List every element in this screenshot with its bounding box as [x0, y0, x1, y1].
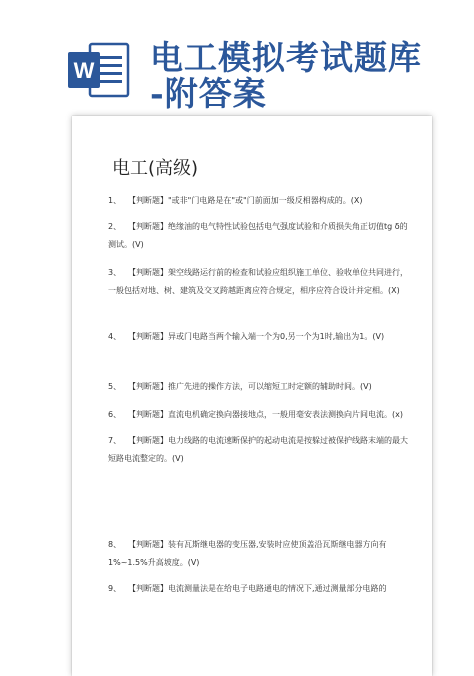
- question-number: 8、: [108, 540, 122, 549]
- question-text: 【判断题】"或非"门电路是在"或"门前面加一级反相器构成的。(X): [128, 196, 363, 205]
- question-item: [108, 328, 408, 346]
- question-item: [108, 218, 408, 254]
- question-item: [108, 536, 408, 572]
- question-number: 5、: [108, 382, 122, 391]
- question-text: 【判断题】电流测量法是在给电子电路通电的情况下,通过测量部分电路的: [128, 584, 387, 593]
- question-item: [108, 580, 408, 598]
- banner: [0, 0, 474, 113]
- question-number: 7、: [108, 436, 122, 445]
- question-text: 【判断题】异或门电路当两个输入端一个为0,另一个为1时,输出为1。(V): [128, 332, 385, 341]
- question-item: [108, 264, 408, 300]
- question-text: 【判断题】绝缘油的电气特性试验包括电气强度试验和介质损失角正切值tg δ的测试。(V): [108, 222, 408, 249]
- question-text: 【判断题】电力线路的电流速断保护的起动电流是按躲过被保护线路末端的最大短路电流整定的。(V): [108, 436, 408, 463]
- svg-text:W: W: [73, 58, 95, 83]
- banner-title-line-1: 电工模拟考试题库: [150, 38, 422, 77]
- question-number: 1、: [108, 196, 122, 205]
- question-item: [108, 432, 408, 468]
- question-text: 【判断题】装有瓦斯继电器的变压器,安装时应使顶盖沿瓦斯继电器方向有1%~1.5%升高坡度。(V): [108, 540, 387, 567]
- document-title: 电工(高级): [112, 158, 199, 179]
- question-text: 【判断题】推广先进的操作方法，可以缩短工时定额的辅助时间。(V): [128, 382, 372, 391]
- question-text: 【判断题】架空线路运行前的检查和试验应组织施工单位、验收单位共同进行，一般包括对地、树、建筑及交叉跨越距离应符合规定，相序应符合设计并定相。(X): [108, 268, 408, 295]
- question-number: 4、: [108, 332, 122, 341]
- question-number: 3、: [108, 268, 122, 277]
- document-page: [72, 116, 432, 676]
- question-number: 2、: [108, 222, 122, 231]
- question-text: 【判断题】直流电机确定换向器接地点，一般用毫安表法测换向片间电流。(x): [128, 410, 403, 419]
- banner-title-line-2: -附答案: [150, 74, 267, 113]
- question-number: 9、: [108, 584, 122, 593]
- question-item: [108, 378, 408, 396]
- question-item: [108, 406, 408, 424]
- question-number: 6、: [108, 410, 122, 419]
- word-icon: [66, 40, 130, 100]
- question-item: [108, 192, 408, 210]
